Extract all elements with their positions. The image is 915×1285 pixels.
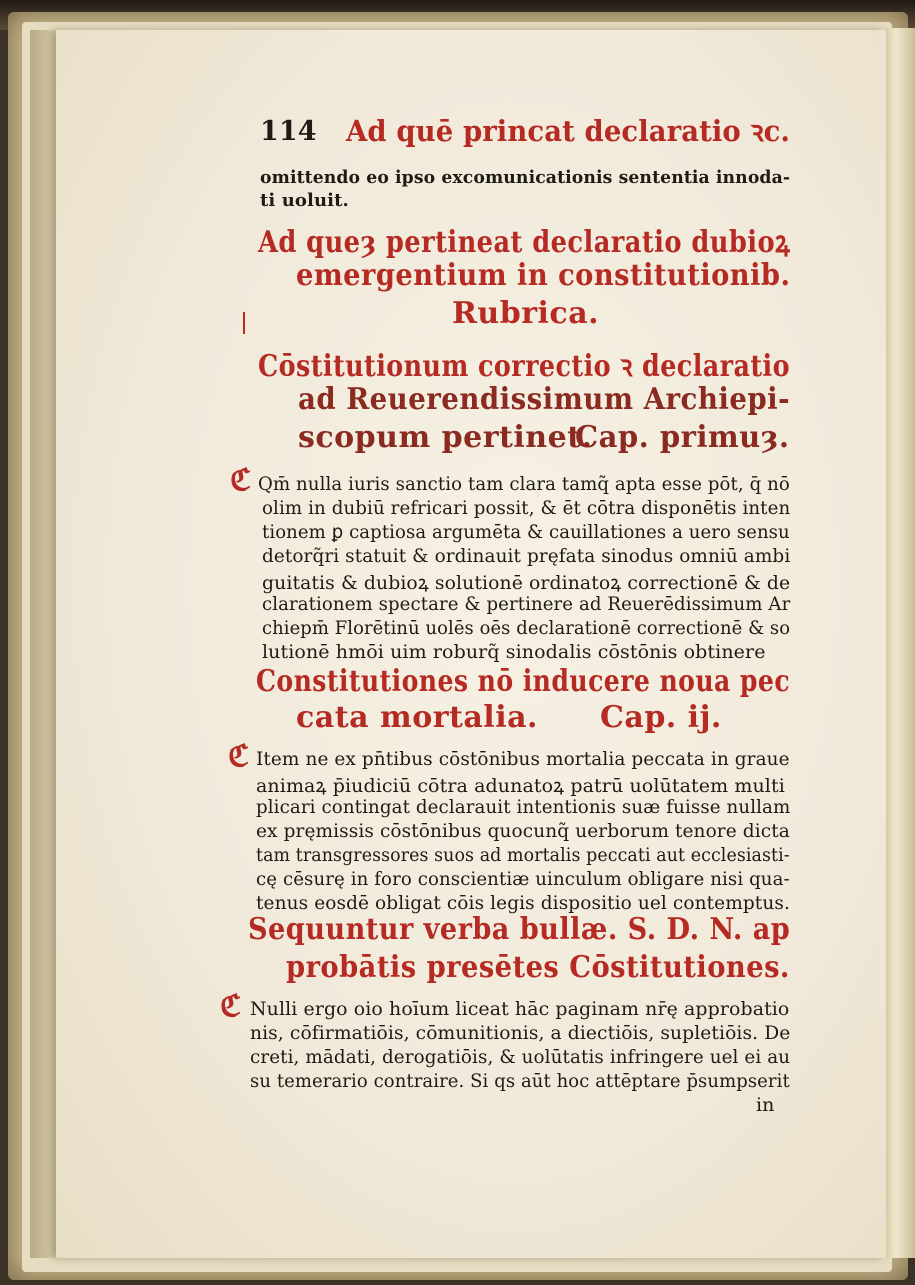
paragraph-mark: ℭ (220, 989, 242, 1024)
para-line: Item ne ex pn̄tibus cōstōnibus mortalia peccata in graue (256, 748, 790, 770)
intro-line: omittendo eo ipso excomunicationis sententia innoda- (260, 167, 791, 188)
para-line: plicari contingat declarauit intentionis suæ fuisse nullam (256, 796, 791, 818)
facing-page-edge (884, 28, 915, 1258)
page-number: 114 (260, 116, 317, 147)
para-line: detorq̃ri statuit & ordinauit pręfata sinodus omniū ambi (262, 545, 791, 567)
para-line: su temerario contraire. Si qs aūt hoc attēptare p̄sumpserit (250, 1070, 790, 1092)
chapter-heading-line: Cōstitutionum correctio ꝛ declaratio (258, 349, 790, 384)
para-line: nis, cōfirmatiōis, cōmunitionis, a diectiōis, supletiōis. De (250, 1022, 791, 1044)
chapter-heading-line: ad Reuerendissimum Archiepi- (298, 382, 791, 417)
chapter-heading-line: scopum pertinet. (298, 420, 593, 455)
rubric-line: emergentium in constitutionib. (296, 258, 791, 293)
chapter-heading-line: cata mortalia. (296, 700, 538, 735)
para-line: lutionē hmōi uim roburq̃ sinodalis cōstōnis obtinere (262, 641, 766, 663)
intro-line: ti uoluit. (260, 190, 349, 211)
para-line: guitatis & dubioꝝ solutionē ordinatoꝝ correctionē & de (262, 572, 791, 594)
chapter-heading-line: Constitutiones nō inducere noua pec (256, 664, 791, 699)
rubric-line: Sequuntur verba bullæ. S. D. N. ap (248, 912, 791, 947)
para-line: Qm̄ nulla iuris sanctio tam clara tamq̃ apta esse pōt, q̄ nō (258, 473, 790, 495)
para-line: Nulli ergo oio hoīum liceat hāc paginam nr̄ę approbatio (250, 998, 790, 1020)
chapter-label: Cap. primuȝ. (575, 420, 790, 455)
para-line: ex pręmissis cōstōnibus quocunq̃ uerborum tenore dicta (256, 820, 790, 842)
para-line: cę cēsurę in foro conscientiæ uinculum obligare nisi qua- (256, 868, 790, 890)
paragraph-mark: ℭ (228, 739, 250, 774)
chapter-label: Cap. ij. (600, 700, 722, 735)
para-line: creti, mādati, derogatiōis, & uolūtatis infringere uel ei au (250, 1046, 791, 1068)
para-line: animaꝝ p̄iudiciū cōtra adunatoꝝ patrū uolūtatem multi (256, 775, 785, 797)
running-title: Ad quē princat declaratio ꝛc. (346, 114, 791, 148)
rubric-line: probātis presētes Cōstitutiones. (286, 950, 790, 985)
para-line: clarationem spectare & pertinere ad Reuerēdissimum Ar (262, 593, 791, 615)
rubric-line: Ad queȝ pertineat declaratio dubioꝝ (258, 225, 791, 260)
para-line: chiepm̄ Florētinū uolēs oēs declarationē correctionē & so (262, 617, 791, 639)
rubric-line: Rubrica. (452, 296, 600, 331)
paragraph-mark: ℭ (230, 463, 252, 498)
para-line: tionem ꝑ captiosa argumēta & cauillationes a uero sensu (262, 521, 790, 543)
margin-mark (243, 312, 245, 334)
para-line: tam transgressores suos ad mortalis peccati aut ecclesiasti- (256, 844, 790, 866)
catchword: in (756, 1094, 775, 1116)
para-line: tenus eosdē obligat cōis legis dispositio uel contemptus. (256, 892, 790, 914)
para-line: olim in dubiū refricari possit, & ēt cōtra disponētis inten (262, 497, 791, 519)
